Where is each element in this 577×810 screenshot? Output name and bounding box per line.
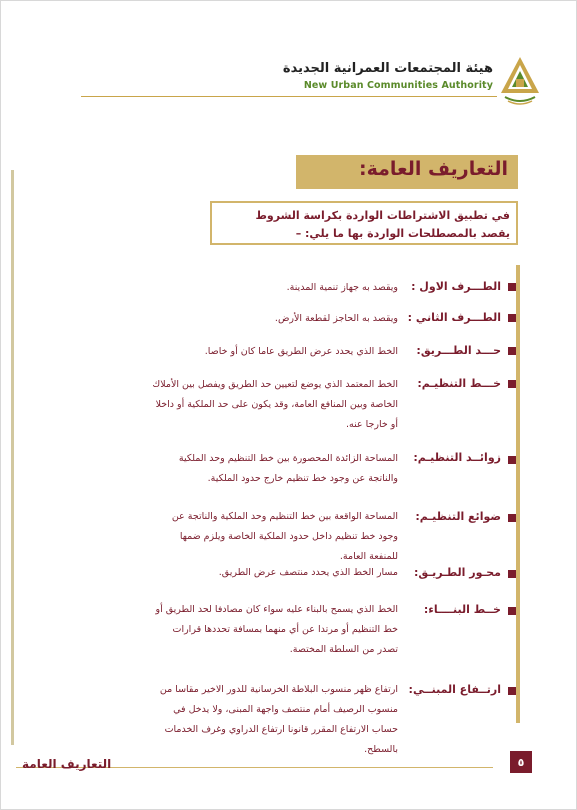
section-title-box (296, 155, 518, 189)
term-marker (508, 687, 516, 695)
term-title: الطـــرف الثاني : (407, 311, 501, 324)
term-title: محـور الطـريـق: (414, 566, 501, 579)
term-definition: ارتفاع ظهر منسوب البلاطة الخرسانية للدور الاخير مقاسا من منسوب الرصيف أمام منتصف واجهة المبنى، ولا يدخل في حساب الارتفاع المقرر قانونا ارتفاع الدراوي وغرف الخدمات بالسطح. (159, 684, 398, 755)
term-definition: مسار الخط الذي يحدد منتصف عرض الطريق. (218, 567, 398, 578)
org-name-arabic: هيئة المجتمعات العمرانية الجديدة (282, 61, 493, 76)
intro-line-1: في تطبيق الاشتراطات الواردة بكراسة الشروط (255, 209, 510, 222)
term-definition: الخط الذي يسمح بالبناء عليه سواء كان مصادفا لحد الطريق أو خط التنظيم أو مرتدا عن أي منهما بمسافة تحددها قرارات تصدر من السلطة المختصة. (155, 604, 398, 655)
page-number: ٥ (510, 751, 532, 773)
term-title: الطـــرف الاول : (411, 280, 501, 293)
term-definition: الخط المعتمد الذي يوضع لتعيين حد الطريق ويفصل بين الأملاك الخاصة وبين المنافع العامة، وقد يكون على حد الملكية أو داخلا أو خارجا عنه. (152, 379, 398, 430)
term-marker (508, 380, 516, 388)
term-definition: ويقصد به الحاجز لقطعة الأرض. (274, 313, 398, 324)
header-divider (81, 96, 497, 97)
term-title: خـــط التنظيـم: (417, 377, 501, 390)
term-marker (508, 456, 516, 464)
org-name-english: New Urban Communities Authority (303, 80, 493, 91)
term-marker (508, 514, 516, 522)
section-title: التعاريف العامة: (359, 158, 508, 180)
term-marker (508, 283, 516, 291)
term-title: ارتــفاع المبنــي: (408, 683, 501, 696)
term-title: زوائــد التنظيـم: (413, 451, 501, 464)
intro-line-2: يقصد بالمصطلحات الواردة بها ما يلي: – (295, 227, 510, 240)
term-definition: المساحة الواقعة بين خط التنظيم وحد الملكية والناتجة عن وجود خط تنظيم داخل حدود الملكية الخاصة ويلزم ضمها للمنفعة العامة. (171, 511, 398, 562)
footer-section-name: التعاريف العامة (22, 757, 112, 771)
left-accent-bar (11, 170, 14, 745)
term-marker (508, 314, 516, 322)
term-title: ضوائع التنظيـم: (415, 510, 501, 523)
term-definition: المساحة الزائدة المحصورة بين خط التنظيم وحد الملكية والناتجة عن وجود خط تنظيم خارج حدود الملكية. (178, 453, 398, 484)
term-definition: الخط الذي يحدد عرض الطريق عاما كان أو خاصا. (204, 346, 398, 357)
term-marker (508, 607, 516, 615)
term-title: حـــد الطـــريق: (416, 344, 501, 357)
nuca-logo-icon (499, 55, 541, 107)
term-marker (508, 347, 516, 355)
intro-box (210, 201, 518, 245)
term-marker (508, 570, 516, 578)
right-accent-bar (516, 265, 520, 723)
term-definition: ويقصد به جهاز تنمية المدينة. (286, 282, 398, 293)
term-title: خــط البنــــاء: (423, 603, 501, 616)
